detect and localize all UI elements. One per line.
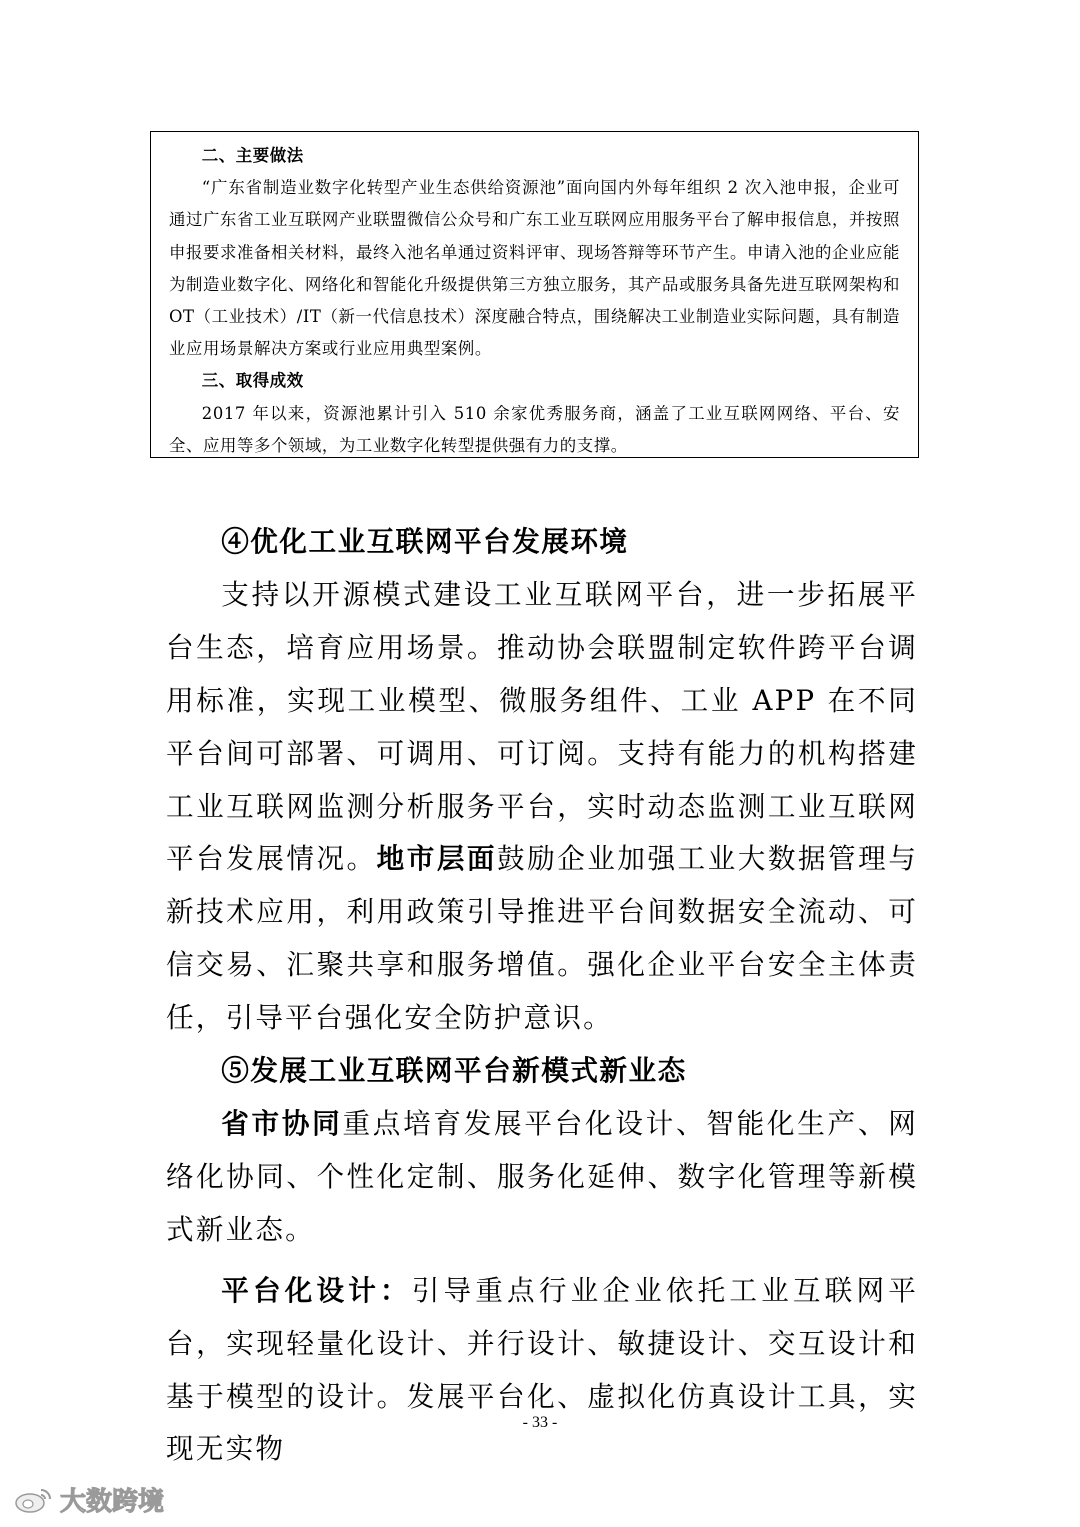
- section-heading-main-practices: 二、主要做法: [201, 146, 304, 165]
- case-study-box: [150, 131, 919, 458]
- heading-platform-environment: ④优化工业互联网平台发展环境: [221, 525, 629, 558]
- paragraph-text: 引导重点行业企业依托工业互联网平台，实现轻量化设计、并行设计、敏捷设计、交互设计和基于模型的设计。发展平台化、虚拟化仿真设计工具，实现无实物: [166, 1273, 918, 1466]
- paragraph-province-city-collaboration: [166, 1098, 918, 1257]
- emphasis-city-level: 地市层面: [376, 842, 498, 876]
- paragraph-text: 支持以开源模式建设工业互联网平台，进一步拓展平台生态，培育应用场景。推动协会联盟制定软件跨平台调用标准，实现工业模型、微服务组件、工业 APP 在不同平台间可部署、可调用、可订阅。支持有能力的机构搭建工业互联网监测分析服务平台，实时动态监测工业互联网平台发展情况。: [166, 577, 918, 876]
- paragraph-platform-environment: [166, 569, 918, 1045]
- heading-new-models: ⑤发展工业互联网平台新模式新业态: [221, 1054, 687, 1088]
- document-body: [166, 516, 918, 1476]
- weibo-logo-icon: [14, 1484, 54, 1514]
- paragraph-text: 重点培育发展平台化设计、智能化生产、网络化协同、个性化定制、服务化延伸、数字化管理等新模式新业态。: [166, 1106, 918, 1246]
- watermark-text: 大数跨境: [60, 1486, 165, 1517]
- section-heading-results: 三、取得成效: [201, 371, 304, 391]
- page-number: - 33 -: [522, 1414, 558, 1431]
- results-paragraph: 2017 年以来，资源池累计引入 510 余家优秀服务商，涵盖了工业互联网网络、平台、安全、应用等多个领域，为工业数字化转型提供强有力的支撑。: [169, 403, 900, 455]
- watermark: [14, 1482, 164, 1516]
- emphasis-province-city: 省市协同: [221, 1106, 343, 1140]
- paragraph-platform-design: [166, 1265, 918, 1477]
- paragraph-text: 鼓励企业加强工业大数据管理与新技术应用，利用政策引导推进平台间数据安全流动、可信交易、汇聚共享和服务增值。强化企业平台安全主体责任，引导平台强化安全防护意识。: [166, 842, 918, 1035]
- emphasis-platform-design: 平台化设计：: [221, 1273, 412, 1307]
- main-practices-paragraph: “广东省制造业数字化转型产业生态供给资源池”面向国内外每年组织 2 次入池申报，企业可通过广东省工业互联网产业联盟微信公众号和广东工业互联网应用服务平台了解申报信息，并按照申报要求准备相关材料，最终入池名单通过资料评审、现场答辩等环节产生。申请入池的企业应能为制造业数字化、网络化和智能化升级提供第三方独立服务，其产品或服务具备先进互联网架构和 OT（工业技术）/IT（新一代信息技术）深度融合特点，围绕解决工业制造业实际问题，具有制造业应用场景解决方案或行业应用典型案例。: [169, 178, 900, 359]
